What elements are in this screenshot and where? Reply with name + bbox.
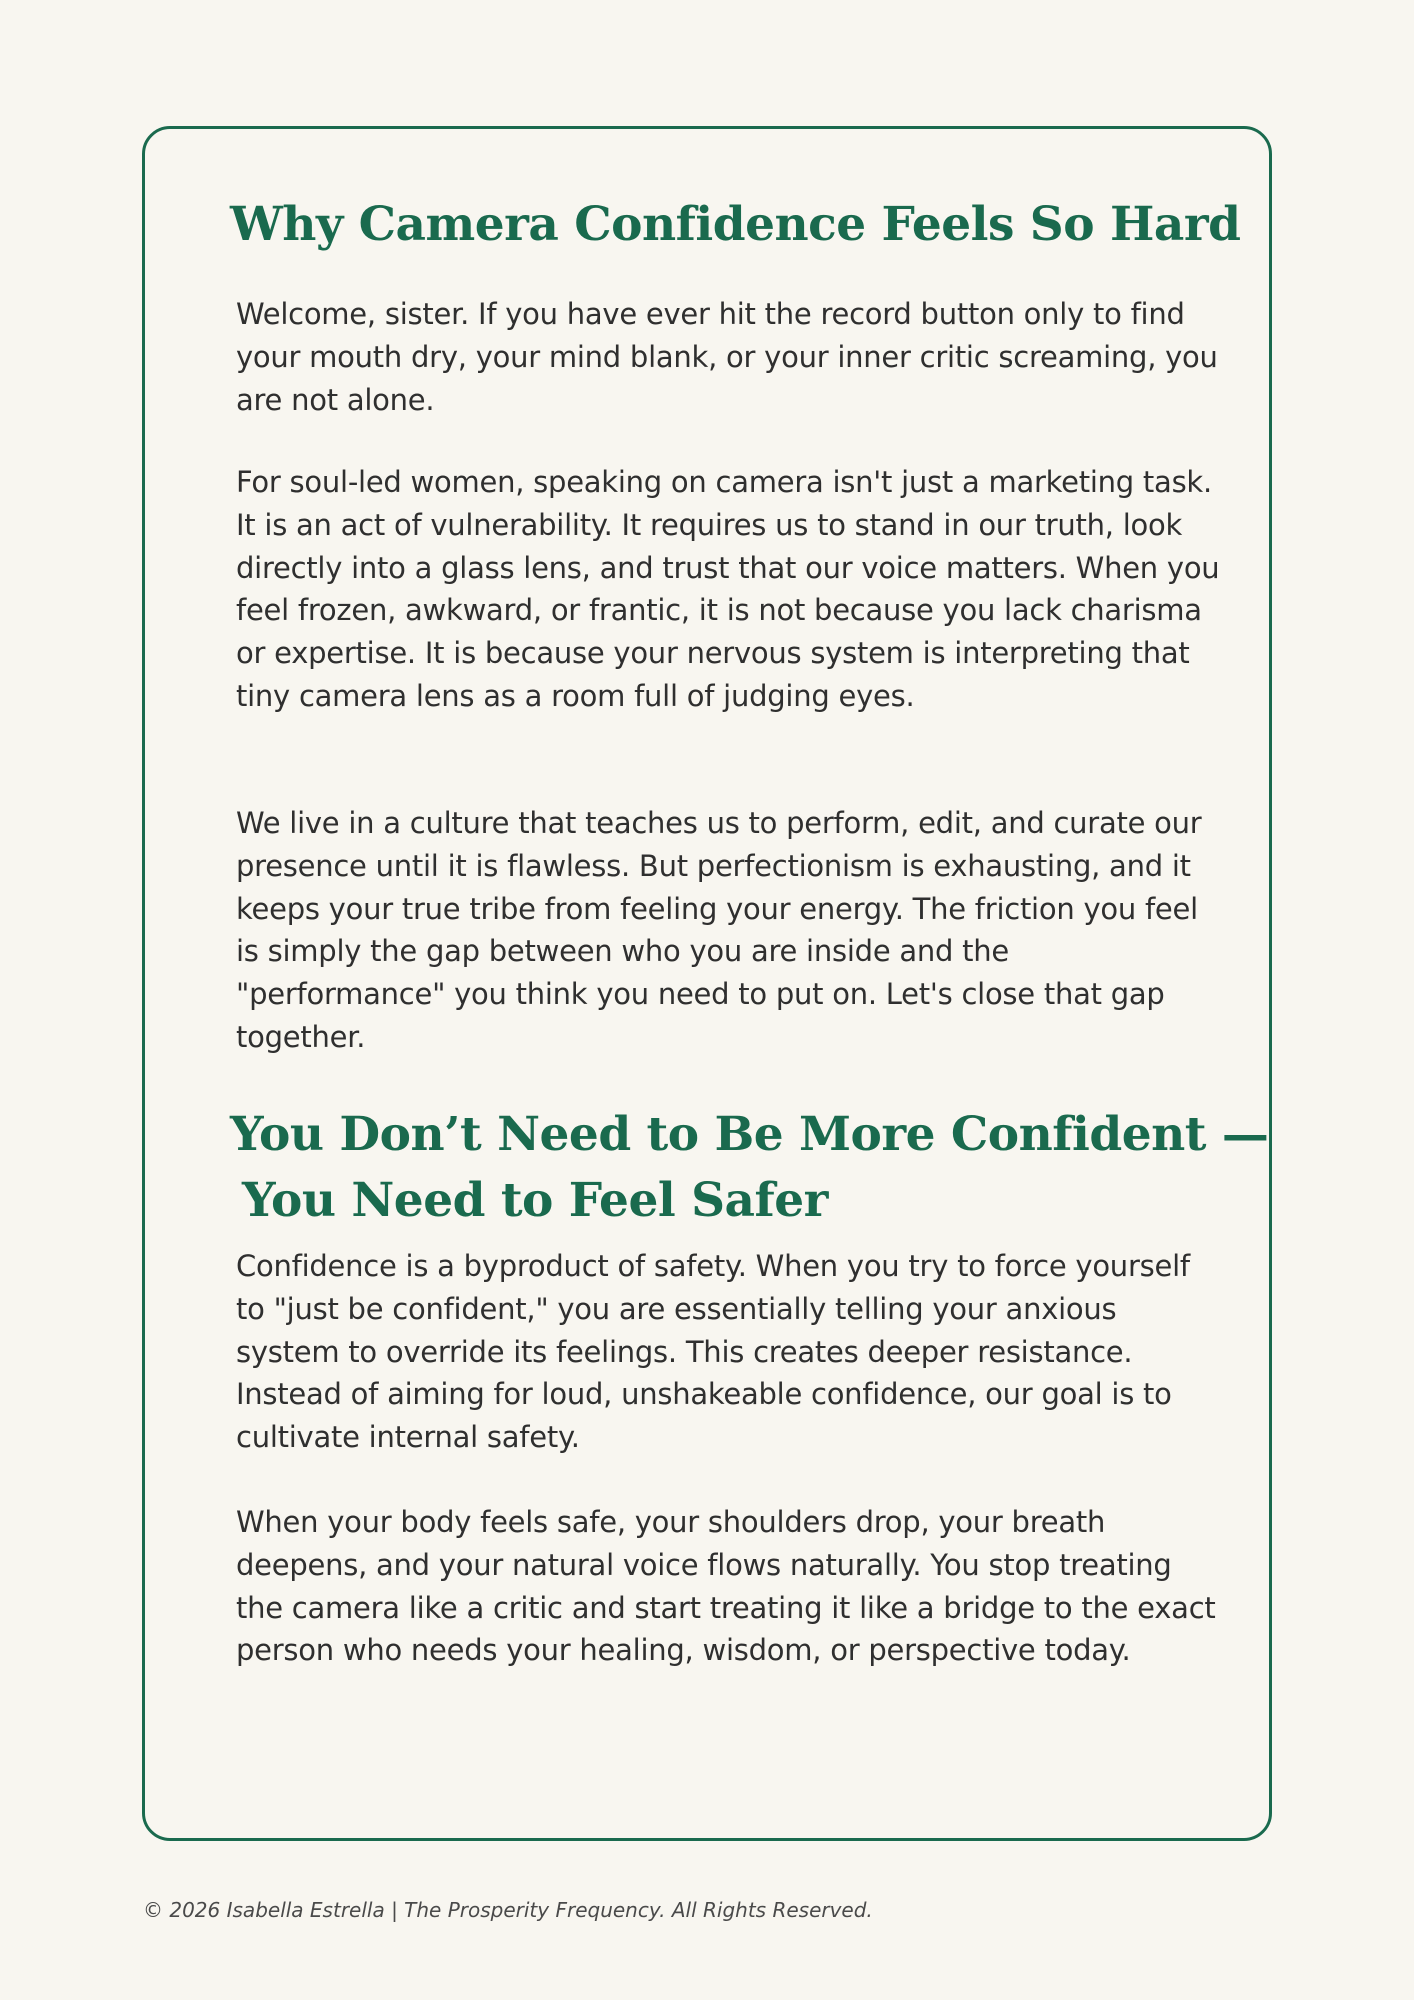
section-heading-camera-confidence: Why Camera Confidence Feels So Hard — [230, 197, 1241, 252]
copyright-footer: © 2026 Isabella Estrella | The Prosperity Frequency. All Rights Reserved. — [143, 1898, 873, 1922]
body-safe-paragraph: When your body feels safe, your shoulders drop, your breath deepens, and your natural voice flows naturally. You stop treating the camera like a critic and start treating it like a bridge to the exact person who needs your healing, wisdom, or perspective today. — [236, 1505, 1216, 1668]
section-heading-feel-safer — [230, 1102, 1268, 1234]
vulnerability-paragraph: For soul-led women, speaking on camera isn't just a marketing task. It is an act of vulnerability. It requires us to stand in our truth, look directly into a glass lens, and trust that our voice matters. When you feel frozen, awkward, or frantic, it is not because you lack charisma or expertise. It is because your nervous system is interpreting that tiny camera lens as a room full of judging eyes. — [236, 465, 1220, 713]
section-heading-line-1: You Don’t Need to Be More Confident — — [230, 1107, 1269, 1162]
perfectionism-paragraph: We live in a culture that teaches us to perform, edit, and curate our presence until it is flawless. But perfectionism is exhausting, and it keeps your true tribe from feeling your energy. The friction you feel is simply the gap between who you are inside and the "performance" you think you need to put on. Let's close that gap together. — [236, 806, 1202, 1054]
safety-paragraph: Confidence is a byproduct of safety. When you try to force yourself to "just be confident," you are essentially telling your anxious system to override its feelings. This creates deeper resistance. Instead of aiming for loud, unshakeable confidence, our goal is to cultivate internal safety. — [236, 1249, 1190, 1455]
intro-paragraph: Welcome, sister. If you have ever hit the record button only to find your mouth dry, your mind blank, or your inner critic screaming, you are not alone. — [236, 297, 1218, 417]
section-heading-line-2: You Need to Feel Safer — [242, 1173, 828, 1228]
